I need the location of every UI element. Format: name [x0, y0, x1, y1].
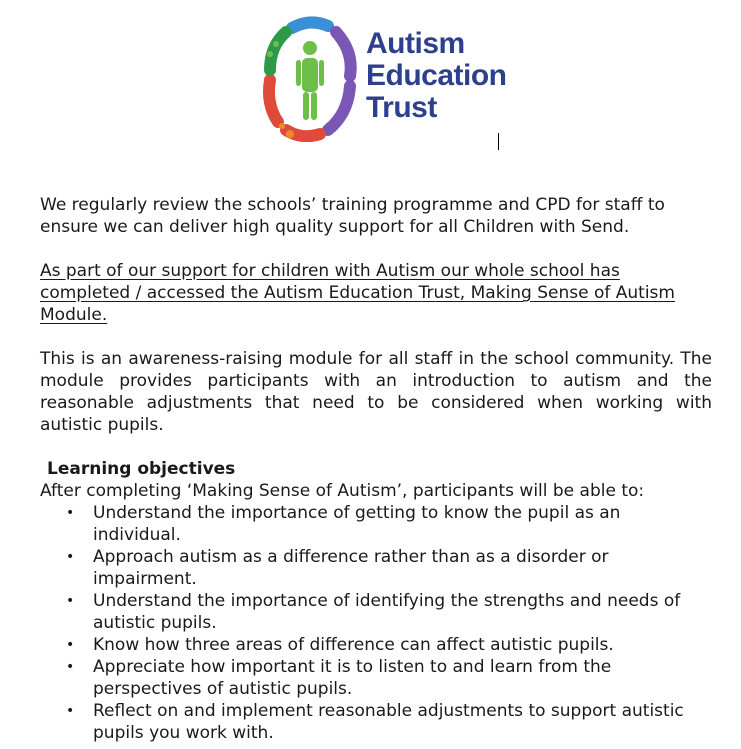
list-item-text: Know how three areas of difference can affect autistic pupils. — [93, 635, 614, 655]
list-item — [40, 700, 712, 744]
logo-word-autism: Autism — [366, 27, 465, 60]
document-body — [40, 194, 712, 744]
autism-education-trust-logo — [262, 14, 507, 144]
list-item-text: Understand the importance of identifying the strengths and needs of autistic pupils. — [93, 591, 681, 633]
logo-wordmark — [366, 28, 507, 124]
hands-circle-logo-icon — [262, 14, 358, 142]
paragraph-training-review: We regularly review the schools’ training programme and CPD for staff to ensure we can deliver high quality support for all Children with Send. — [40, 195, 665, 237]
list-item-text: Reflect on and implement reasonable adjustments to support autistic pupils you work with. — [93, 701, 684, 743]
list-item — [40, 546, 712, 590]
bullet-icon: • — [66, 549, 75, 565]
list-item — [40, 502, 712, 546]
bullet-icon: • — [66, 659, 75, 675]
learning-objectives-intro: After completing ‘Making Sense of Autism’, participants will be able to: — [40, 481, 645, 501]
list-item — [40, 634, 712, 656]
bullet-icon: • — [66, 505, 75, 521]
list-item-text: Appreciate how important it is to listen to and learn from the perspectives of autistic pupils. — [93, 657, 612, 699]
bullet-icon: • — [66, 593, 75, 609]
paragraph-module-description: This is an awareness-raising module for all staff in the school community. The module provides participants with an introduction to autism and the reasonable adjustments that need to be considered when working with autistic pupils. — [40, 349, 712, 435]
text-cursor — [498, 133, 499, 150]
list-item — [40, 590, 712, 634]
learning-objectives-list — [40, 502, 712, 744]
list-item-text: Understand the importance of getting to know the pupil as an individual. — [93, 503, 621, 545]
learning-objectives-heading: Learning objectives — [47, 459, 236, 479]
bullet-icon: • — [66, 703, 75, 719]
bullet-icon: • — [66, 637, 75, 653]
list-item — [40, 656, 712, 700]
list-item-text: Approach autism as a difference rather than as a disorder or impairment. — [93, 547, 609, 589]
logo-word-education: Education — [366, 59, 507, 92]
logo-word-trust: Trust — [366, 91, 437, 124]
paragraph-module-completed: As part of our support for children with Autism our whole school has completed / accessed the Autism Education Trust, Making Sense of Autism Module. — [40, 261, 675, 325]
